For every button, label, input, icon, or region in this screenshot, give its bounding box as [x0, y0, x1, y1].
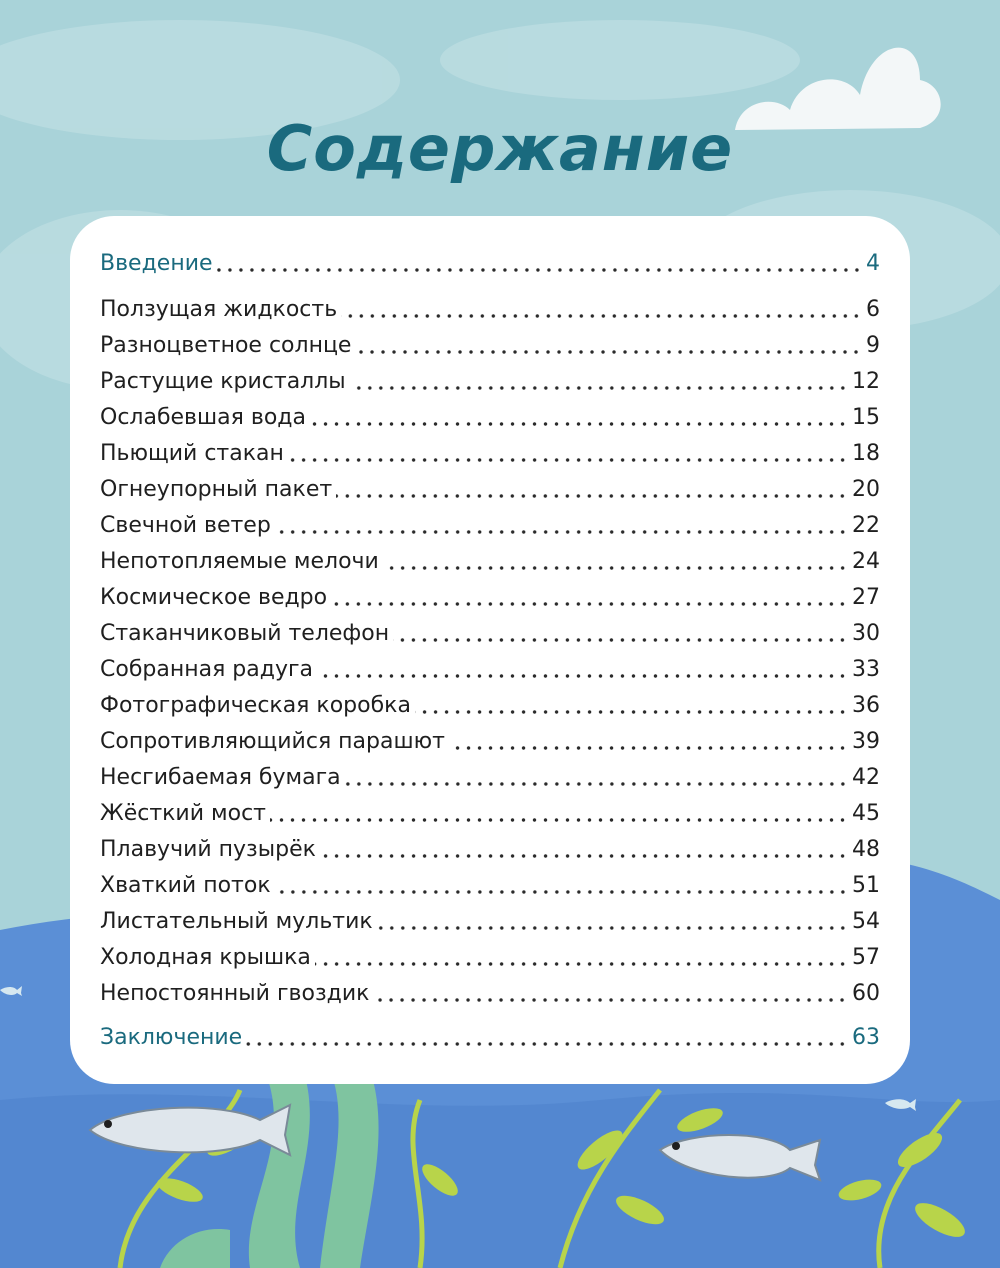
dot-leader — [275, 529, 848, 535]
toc-item[interactable] — [100, 760, 880, 796]
toc-label: Хваткий поток — [100, 873, 271, 898]
dot-leader — [320, 853, 848, 859]
toc-page-number: 51 — [852, 873, 880, 898]
toc-label: Жёсткий мост — [100, 801, 266, 826]
dot-leader — [415, 709, 848, 715]
toc-label: Ползущая жидкость — [100, 297, 338, 322]
dot-leader — [315, 961, 848, 967]
toc-page-number: 33 — [852, 657, 880, 682]
dot-leader — [377, 925, 848, 931]
toc-page-number: 20 — [852, 477, 880, 502]
toc-label: Сопротивляющийся парашют — [100, 729, 445, 754]
toc-page-number: 12 — [852, 369, 880, 394]
toc-label: Разноцветное солнце — [100, 333, 352, 358]
toc-label: Фотографическая коробка — [100, 693, 411, 718]
toc-label: Пьющий стакан — [100, 441, 284, 466]
dot-leader — [393, 637, 848, 643]
dot-leader — [355, 349, 862, 355]
toc-page-number: 9 — [866, 333, 880, 358]
toc-label: Растущие кристаллы — [100, 369, 346, 394]
dot-leader — [275, 889, 848, 895]
dot-leader — [331, 601, 848, 607]
toc-label: Космическое ведро — [100, 585, 328, 610]
toc-item[interactable] — [100, 868, 880, 904]
table-of-contents — [100, 246, 880, 1056]
dot-leader — [341, 313, 862, 319]
toc-page-number: 39 — [852, 729, 880, 754]
toc-label: Плавучий пузырёк — [100, 837, 316, 862]
dot-leader — [317, 673, 848, 679]
dot-leader — [350, 385, 848, 391]
toc-item[interactable] — [100, 364, 880, 400]
toc-page-number: 36 — [852, 693, 880, 718]
dot-leader — [373, 997, 848, 1003]
toc-page-number: 6 — [866, 297, 880, 322]
toc-page-number: 24 — [852, 549, 880, 574]
toc-page-number: 48 — [852, 837, 880, 862]
toc-item[interactable] — [100, 688, 880, 724]
toc-item[interactable] — [100, 616, 880, 652]
toc-item[interactable] — [100, 472, 880, 508]
toc-item[interactable] — [100, 976, 880, 1012]
toc-label: Стаканчиковый телефон — [100, 621, 390, 646]
dot-leader — [383, 565, 848, 571]
toc-outro[interactable] — [100, 1020, 880, 1056]
toc-item[interactable] — [100, 436, 880, 472]
toc-label: Непотопляемые мелочи — [100, 549, 379, 574]
toc-item[interactable] — [100, 508, 880, 544]
toc-item[interactable] — [100, 652, 880, 688]
toc-label: Непостоянный гвоздик — [100, 981, 370, 1006]
toc-intro[interactable] — [100, 246, 880, 282]
toc-label: Огнеупорный пакет — [100, 477, 333, 502]
toc-label: Свечной ветер — [100, 513, 271, 538]
toc-page-number: 54 — [852, 909, 880, 934]
toc-page-number: 18 — [852, 441, 880, 466]
toc-page-number: 15 — [852, 405, 880, 430]
toc-page-number: 57 — [852, 945, 880, 970]
toc-item[interactable] — [100, 904, 880, 940]
toc-page-number: 42 — [852, 765, 880, 790]
toc-label: Заключение — [100, 1025, 243, 1050]
toc-item[interactable] — [100, 328, 880, 364]
toc-item[interactable] — [100, 724, 880, 760]
toc-item[interactable] — [100, 796, 880, 832]
toc-page-number: 22 — [852, 513, 880, 538]
toc-item[interactable] — [100, 400, 880, 436]
toc-item[interactable] — [100, 292, 880, 328]
dot-leader — [288, 457, 848, 463]
dot-leader — [336, 493, 848, 499]
toc-label: Введение — [100, 251, 213, 276]
toc-page-number: 27 — [852, 585, 880, 610]
toc-page-number: 4 — [866, 251, 880, 276]
toc-item[interactable] — [100, 544, 880, 580]
dot-leader — [310, 421, 848, 427]
toc-page-number: 30 — [852, 621, 880, 646]
toc-page-number: 45 — [852, 801, 880, 826]
toc-page-number: 60 — [852, 981, 880, 1006]
toc-item[interactable] — [100, 940, 880, 976]
dot-leader — [246, 1041, 848, 1047]
dot-leader — [345, 781, 848, 787]
toc-label: Собранная радуга — [100, 657, 314, 682]
dot-leader — [449, 745, 848, 751]
toc-label: Листательный мультик — [100, 909, 373, 934]
page-title: Содержание — [266, 112, 734, 185]
toc-label: Холодная крышка — [100, 945, 311, 970]
dot-leader — [217, 267, 862, 273]
toc-item[interactable] — [100, 580, 880, 616]
toc-label: Ослабевшая вода — [100, 405, 306, 430]
toc-label: Несгибаемая бумага — [100, 765, 341, 790]
toc-item[interactable] — [100, 832, 880, 868]
toc-page-number: 63 — [852, 1025, 880, 1050]
dot-leader — [270, 817, 848, 823]
